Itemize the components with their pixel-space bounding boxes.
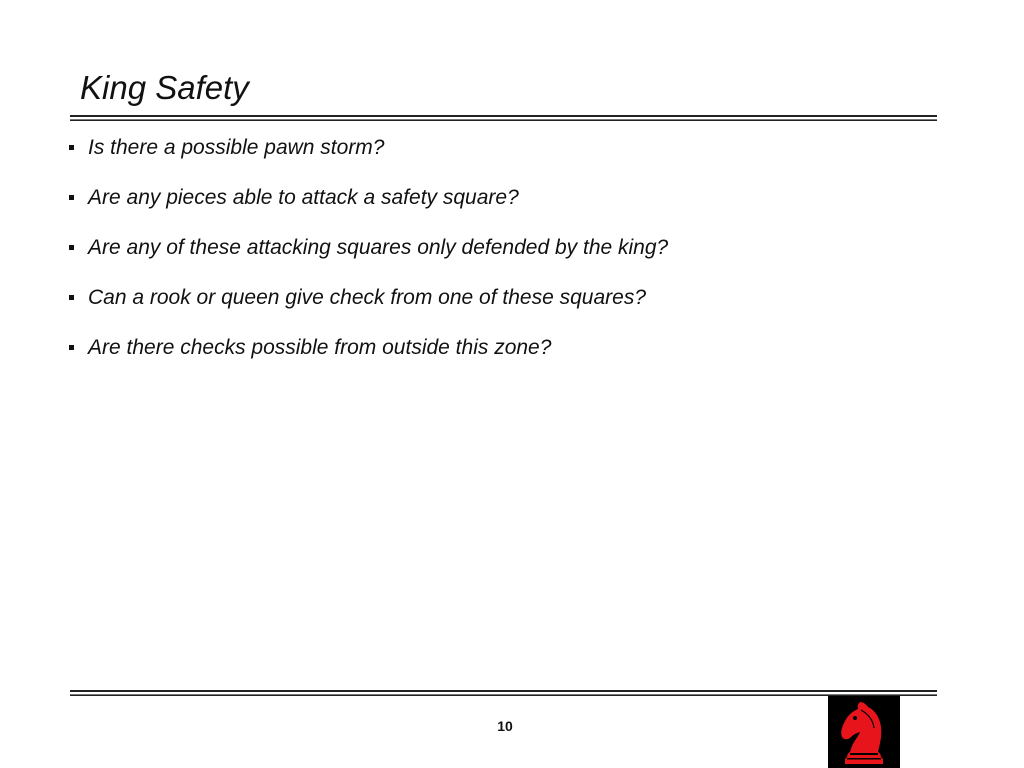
square-bullet-icon	[69, 145, 74, 150]
bullet-item	[68, 232, 668, 282]
bullet-item	[68, 132, 668, 182]
logo	[828, 696, 900, 768]
bullet-item	[68, 282, 668, 332]
chess-knight-icon	[828, 696, 900, 768]
bullet-text: Are any of these attacking squares only defended by the king?	[88, 236, 669, 259]
square-bullet-icon	[69, 295, 74, 300]
square-bullet-icon	[69, 245, 74, 250]
bullet-text: Can a rook or queen give check from one of these squares?	[88, 286, 646, 309]
bullet-text: Are there checks possible from outside this zone?	[88, 336, 552, 359]
bullet-text: Are any pieces able to attack a safety square?	[88, 186, 519, 209]
bullet-text: Is there a possible pawn storm?	[88, 136, 385, 159]
bullet-item	[68, 182, 668, 232]
bullet-list	[68, 132, 668, 382]
square-bullet-icon	[69, 195, 74, 200]
square-bullet-icon	[69, 345, 74, 350]
page-number: 10	[497, 718, 513, 734]
title-divider	[70, 115, 937, 121]
bullet-item	[68, 332, 668, 382]
slide-title: King Safety	[80, 69, 249, 106]
footer-divider	[70, 690, 937, 696]
